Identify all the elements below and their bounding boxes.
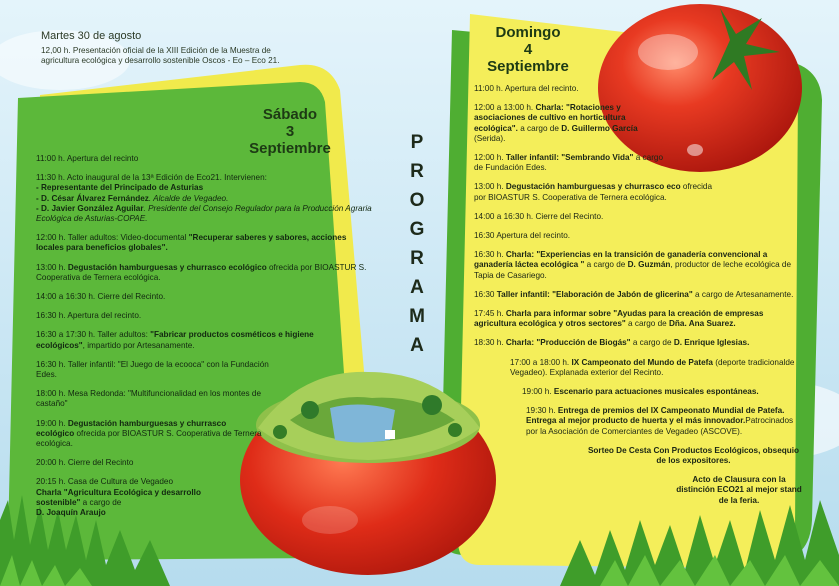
schedule-item: 16:30 a 17:30 h. Taller adultos: "Fabricar productos cosméticos e higiene ecológicos", impartido por Artesanamente. <box>36 330 314 350</box>
intro-text: 12,00 h. Presentación oficial de la XIII Edición de la Muestra de agricultura ecológica y desarrollo sostenible Oscos - Eo – Eco 21. <box>41 46 280 66</box>
programa-vertical-title <box>404 128 430 360</box>
schedule-item: 16:30 Taller infantil: "Elaboración de Jabón de glicerina" a cargo de Artesanamente. <box>474 289 794 299</box>
saturday-title-number: 3 <box>285 123 295 140</box>
programa-letter: A <box>410 277 424 298</box>
schedule-item: 18:30 h. Charla: "Producción de Biogás" a cargo de D. Enrique Iglesias. <box>474 338 750 348</box>
schedule-item: 16:30 h. Charla: "Experiencias en la transición de ganadería convencional a ganadería láctea ecológica " a cargo de D. Guzmán, productor de leche ecológica de Tapia de Casariego. <box>474 250 792 280</box>
sunday-title-month: Septiembre <box>487 58 569 75</box>
schedule-item: 11:00 h. Apertura del recinto <box>36 154 139 163</box>
schedule-item: 17:45 h. Charla para informar sobre "Ayudas para la creación de empresas agricultura ecológica y otros sectores" a cargo de Dña. Ana Suarez. <box>474 309 764 329</box>
schedule-item: 12:00 a 13:00 h. Charla: "Rotaciones y asociaciones de cultivo en horticultura ecológica". a cargo de D. Guillermo García (Serida). <box>474 103 638 143</box>
programa-letter: R <box>410 248 424 269</box>
schedule-item: 19:00 h. Escenario para actuaciones musicales espontáneas. <box>522 387 759 397</box>
schedule-item: 19:00 h. Degustación hamburguesas y churrasco ecológico ofrecida por BIOASTUR S. Cooperativa de Ternera ecológica. <box>36 418 262 449</box>
programa-letter: G <box>409 219 425 240</box>
sunday-heading <box>468 24 588 75</box>
schedule-item: 16:30 h. Apertura del recinto. <box>36 311 142 321</box>
schedule-item: 12:00 h. Taller adultos: Video-documental "Recuperar saberes y sabores, acciones locales para beneficios globales". <box>36 233 347 253</box>
schedule-item: - D. Javier González Aguilar. Presidente del Consejo Regulador para la Producción Agraria Ecológica de Asturias-COPAE. <box>36 203 372 224</box>
saturday-title-day: Sábado <box>262 106 318 123</box>
schedule-item: - Representante del Principado de Asturias <box>36 183 204 193</box>
saturday-schedule <box>36 154 376 518</box>
schedule-item: 14:00 a 16:30 h. Cierre del Recinto. <box>474 211 604 221</box>
intro-block <box>41 30 281 66</box>
schedule-item: 13:00 h. Degustación hamburguesas y churrasco eco ofrecida por BIOASTUR S. Cooperativa de Ternera ecológica. <box>474 182 713 202</box>
programa-letter: O <box>409 190 425 211</box>
schedule-item: 16:30 Apertura del recinto. <box>474 231 571 241</box>
schedule-item: 12:00 h. Taller infantil: "Sembrando Vida" a cargo de Fundación Edes. <box>474 153 664 173</box>
schedule-item: 11:30 h. Acto inaugural de la 13ª Edición de Eco21. Intervienen: <box>36 173 267 183</box>
schedule-item: 19:30 h. Entrega de premios del IX Campeonato Mundial de Patefa. Entrega al mejor producto de huerta y el más innovador.Patrocinados por la Asociación de Comerciantes de Vegadeo (ASCOVE). <box>526 406 794 436</box>
schedule-item: Sorteo De Cesta Con Productos Ecológicos, obsequio de los expositores. <box>587 445 800 466</box>
programa-letter: A <box>410 335 424 356</box>
schedule-item: 20:00 h. Cierre del Recinto <box>36 458 134 468</box>
sunday-schedule <box>474 84 804 506</box>
programa-letter: P <box>410 132 424 153</box>
schedule-item: 20:15 h. Casa de Cultura de Vegadeo Charla "Agricultura Ecológica y desarrollo sostenible" a cargo de D. Joaquín Araujo <box>36 477 201 518</box>
schedule-item: 18:00 h. Mesa Redonda: "Multifuncionalidad en los montes de castaño" <box>36 389 262 409</box>
schedule-item: 14:00 a 16:30 h. Cierre del Recinto. <box>36 292 166 302</box>
intro-date: Martes 30 de agosto <box>41 30 142 42</box>
programa-letter: R <box>410 161 424 182</box>
schedule-item: 11:00 h. Apertura del recinto. <box>474 84 579 93</box>
sunday-title-number: 4 <box>523 41 533 58</box>
programa-letter: M <box>409 306 425 327</box>
schedule-item: - D. César Álvarez Fernández. Alcalde de Vegadeo. <box>36 193 229 203</box>
schedule-item: 16:30 h. Taller infantil: "El Juego de la ecooca" con la Fundación Edes. <box>36 359 269 380</box>
schedule-item: 17:00 a 18:00 h. IX Campeonato del Mundo de Patefa (deporte tradicionalde Vegadeo). Explanada exterior del Recinto. <box>510 357 795 377</box>
sunday-title-day: Domingo <box>495 24 561 41</box>
schedule-item: Acto de Clausura con la distinción ECO21 al mejor stand de la feria. <box>676 475 802 505</box>
saturday-heading <box>210 106 370 157</box>
schedule-item: 13:00 h. Degustación hamburguesas y churrasco ecológico ofrecida por BIOASTUR S. Cooperativa de Ternera ecológica. <box>36 262 367 282</box>
saturday-title-month: Septiembre <box>249 140 331 157</box>
